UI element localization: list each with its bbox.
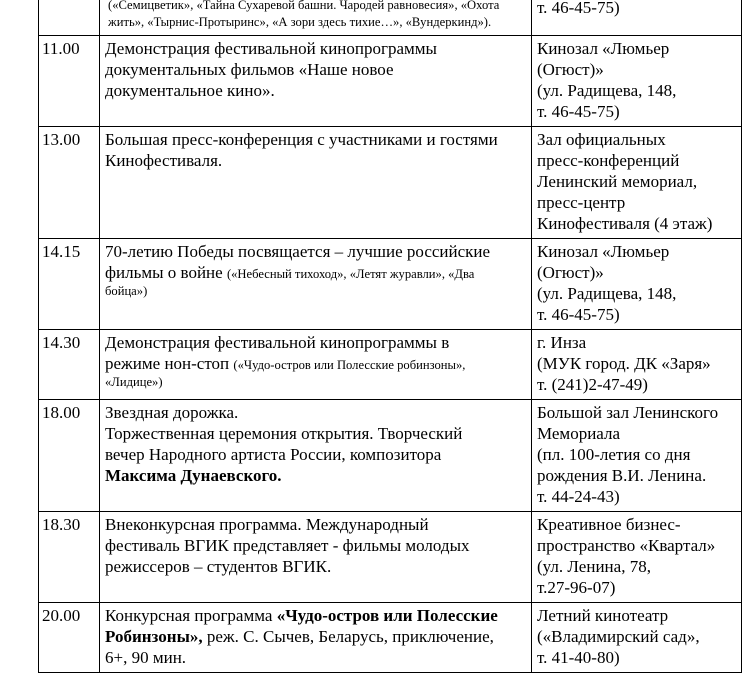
place-line: Кинозал «Люмьер: [537, 242, 670, 261]
place-line: Креативное бизнес-: [537, 515, 681, 534]
film-list-line: («Чудо-остров или Полесские робинзоны»,: [233, 358, 466, 372]
table-row: [39, 400, 742, 512]
place-line: (ул. Ленина, 78,: [537, 557, 651, 576]
time-cell: [39, 0, 100, 36]
event-line: документальных фильмов «Наше новое: [105, 60, 394, 79]
event-line: 70-летию Победы посвящается – лучшие российские: [105, 242, 491, 261]
time-cell: 18.30: [39, 512, 100, 603]
film-title: Робинзоны»,: [105, 627, 203, 646]
table-row: [39, 239, 742, 330]
event-line: режиме нон-стоп: [105, 354, 230, 373]
time-cell: 18.00: [39, 400, 100, 512]
place-cell: [532, 127, 742, 239]
event-cell: [100, 512, 532, 603]
schedule-table: [38, 0, 742, 673]
place-line: (МУК город. ДК «Заря»: [537, 354, 711, 373]
event-line: вечер Народного артиста России, композитора: [105, 445, 442, 464]
table-row: [39, 330, 742, 400]
composer-name: Максима Дунаевского.: [105, 466, 282, 485]
place-line: г. Инза: [537, 333, 587, 352]
film-list-line: «Лидице»): [105, 375, 163, 389]
time-cell: 20.00: [39, 603, 100, 673]
place-line: т. 46-45-75): [537, 305, 620, 324]
place-line: (ул. Радищева, 148,: [537, 81, 677, 100]
place-cell: [532, 603, 742, 673]
schedule-page: [38, 0, 742, 673]
place-line: т. (241)2-47-49): [537, 375, 648, 394]
place-line: т. 41-40-80): [537, 648, 620, 667]
place-line: т.27-96-07): [537, 578, 616, 597]
time-cell: 11.00: [39, 36, 100, 127]
place-line: Ленинский мемориал,: [537, 172, 698, 191]
table-row: [39, 127, 742, 239]
place-line: Мемориала: [537, 424, 621, 443]
place-cell: [532, 330, 742, 400]
event-line: Звездная дорожка.: [105, 403, 239, 422]
place-line: (Огюст)»: [537, 60, 604, 79]
place-line: т. 46-45-75): [537, 0, 620, 17]
place-line: пресс-центр: [537, 193, 626, 212]
event-line: 6+, 90 мин.: [105, 648, 187, 667]
table-row: [39, 36, 742, 127]
event-line: Большая пресс-конференция с участниками и гостями: [105, 130, 498, 149]
place-line: Большой зал Ленинского: [537, 403, 719, 422]
event-cell: [100, 0, 532, 36]
film-list-line: жить», «Тырнис-Протыринс», «А зори здесь тихие…», «Вундеркинд»).: [108, 15, 492, 29]
event-line: Демонстрация фестивальной кинопрограммы в: [105, 333, 450, 352]
place-cell: [532, 400, 742, 512]
place-line: Летний кинотеатр: [537, 606, 669, 625]
place-line: (Огюст)»: [537, 263, 604, 282]
event-line: фестиваль ВГИК представляет - фильмы молодых: [105, 536, 470, 555]
event-cell: [100, 36, 532, 127]
place-line: Зал официальных: [537, 130, 666, 149]
film-title: «Чудо-остров или Полесские: [276, 606, 498, 625]
time-cell: 14.30: [39, 330, 100, 400]
table-row: [39, 603, 742, 673]
event-cell: [100, 127, 532, 239]
table-row: [39, 512, 742, 603]
place-line: («Владимирский сад»,: [537, 627, 700, 646]
event-cell: [100, 239, 532, 330]
place-line: рождения В.И. Ленина.: [537, 466, 707, 485]
place-cell: [532, 512, 742, 603]
event-cell: [100, 603, 532, 673]
event-line: Конкурсная программа: [105, 606, 277, 625]
place-line: т. 46-45-75): [537, 102, 620, 121]
time-cell: 13.00: [39, 127, 100, 239]
place-line: (пл. 100-летия со дня: [537, 445, 691, 464]
place-cell: [532, 36, 742, 127]
place-line: Кинозал «Люмьер: [537, 39, 670, 58]
event-line: Демонстрация фестивальной кинопрограммы: [105, 39, 437, 58]
event-line: документальное кино».: [105, 81, 275, 100]
film-list-line: («Небесный тихоход», «Летят журавли», «Два: [226, 267, 475, 281]
film-list-line: бойца»): [105, 284, 148, 298]
event-line: реж. С. Сычев, Беларусь, приключение,: [202, 627, 494, 646]
place-line: Кинофестиваля (4 этаж): [537, 214, 713, 233]
event-line: фильмы о войне: [105, 263, 223, 282]
event-cell: [100, 400, 532, 512]
film-list-line: («Семицветик», «Тайна Сухаревой башни. Чародей равновесия», «Охота: [108, 0, 500, 12]
event-line: Торжественная церемония открытия. Творческий: [105, 424, 463, 443]
table-row: [39, 0, 742, 36]
event-line: режиссеров – студентов ВГИК.: [105, 557, 332, 576]
event-line: Внеконкурсная программа. Международный: [105, 515, 429, 534]
event-cell: [100, 330, 532, 400]
place-cell: [532, 239, 742, 330]
place-line: (ул. Радищева, 148,: [537, 284, 677, 303]
place-line: т. 44-24-43): [537, 487, 620, 506]
place-cell: [532, 0, 742, 36]
place-line: пространство «Квартал»: [537, 536, 716, 555]
time-cell: 14.15: [39, 239, 100, 330]
place-line: пресс-конференций: [537, 151, 680, 170]
event-line: Кинофестиваля.: [105, 151, 223, 170]
